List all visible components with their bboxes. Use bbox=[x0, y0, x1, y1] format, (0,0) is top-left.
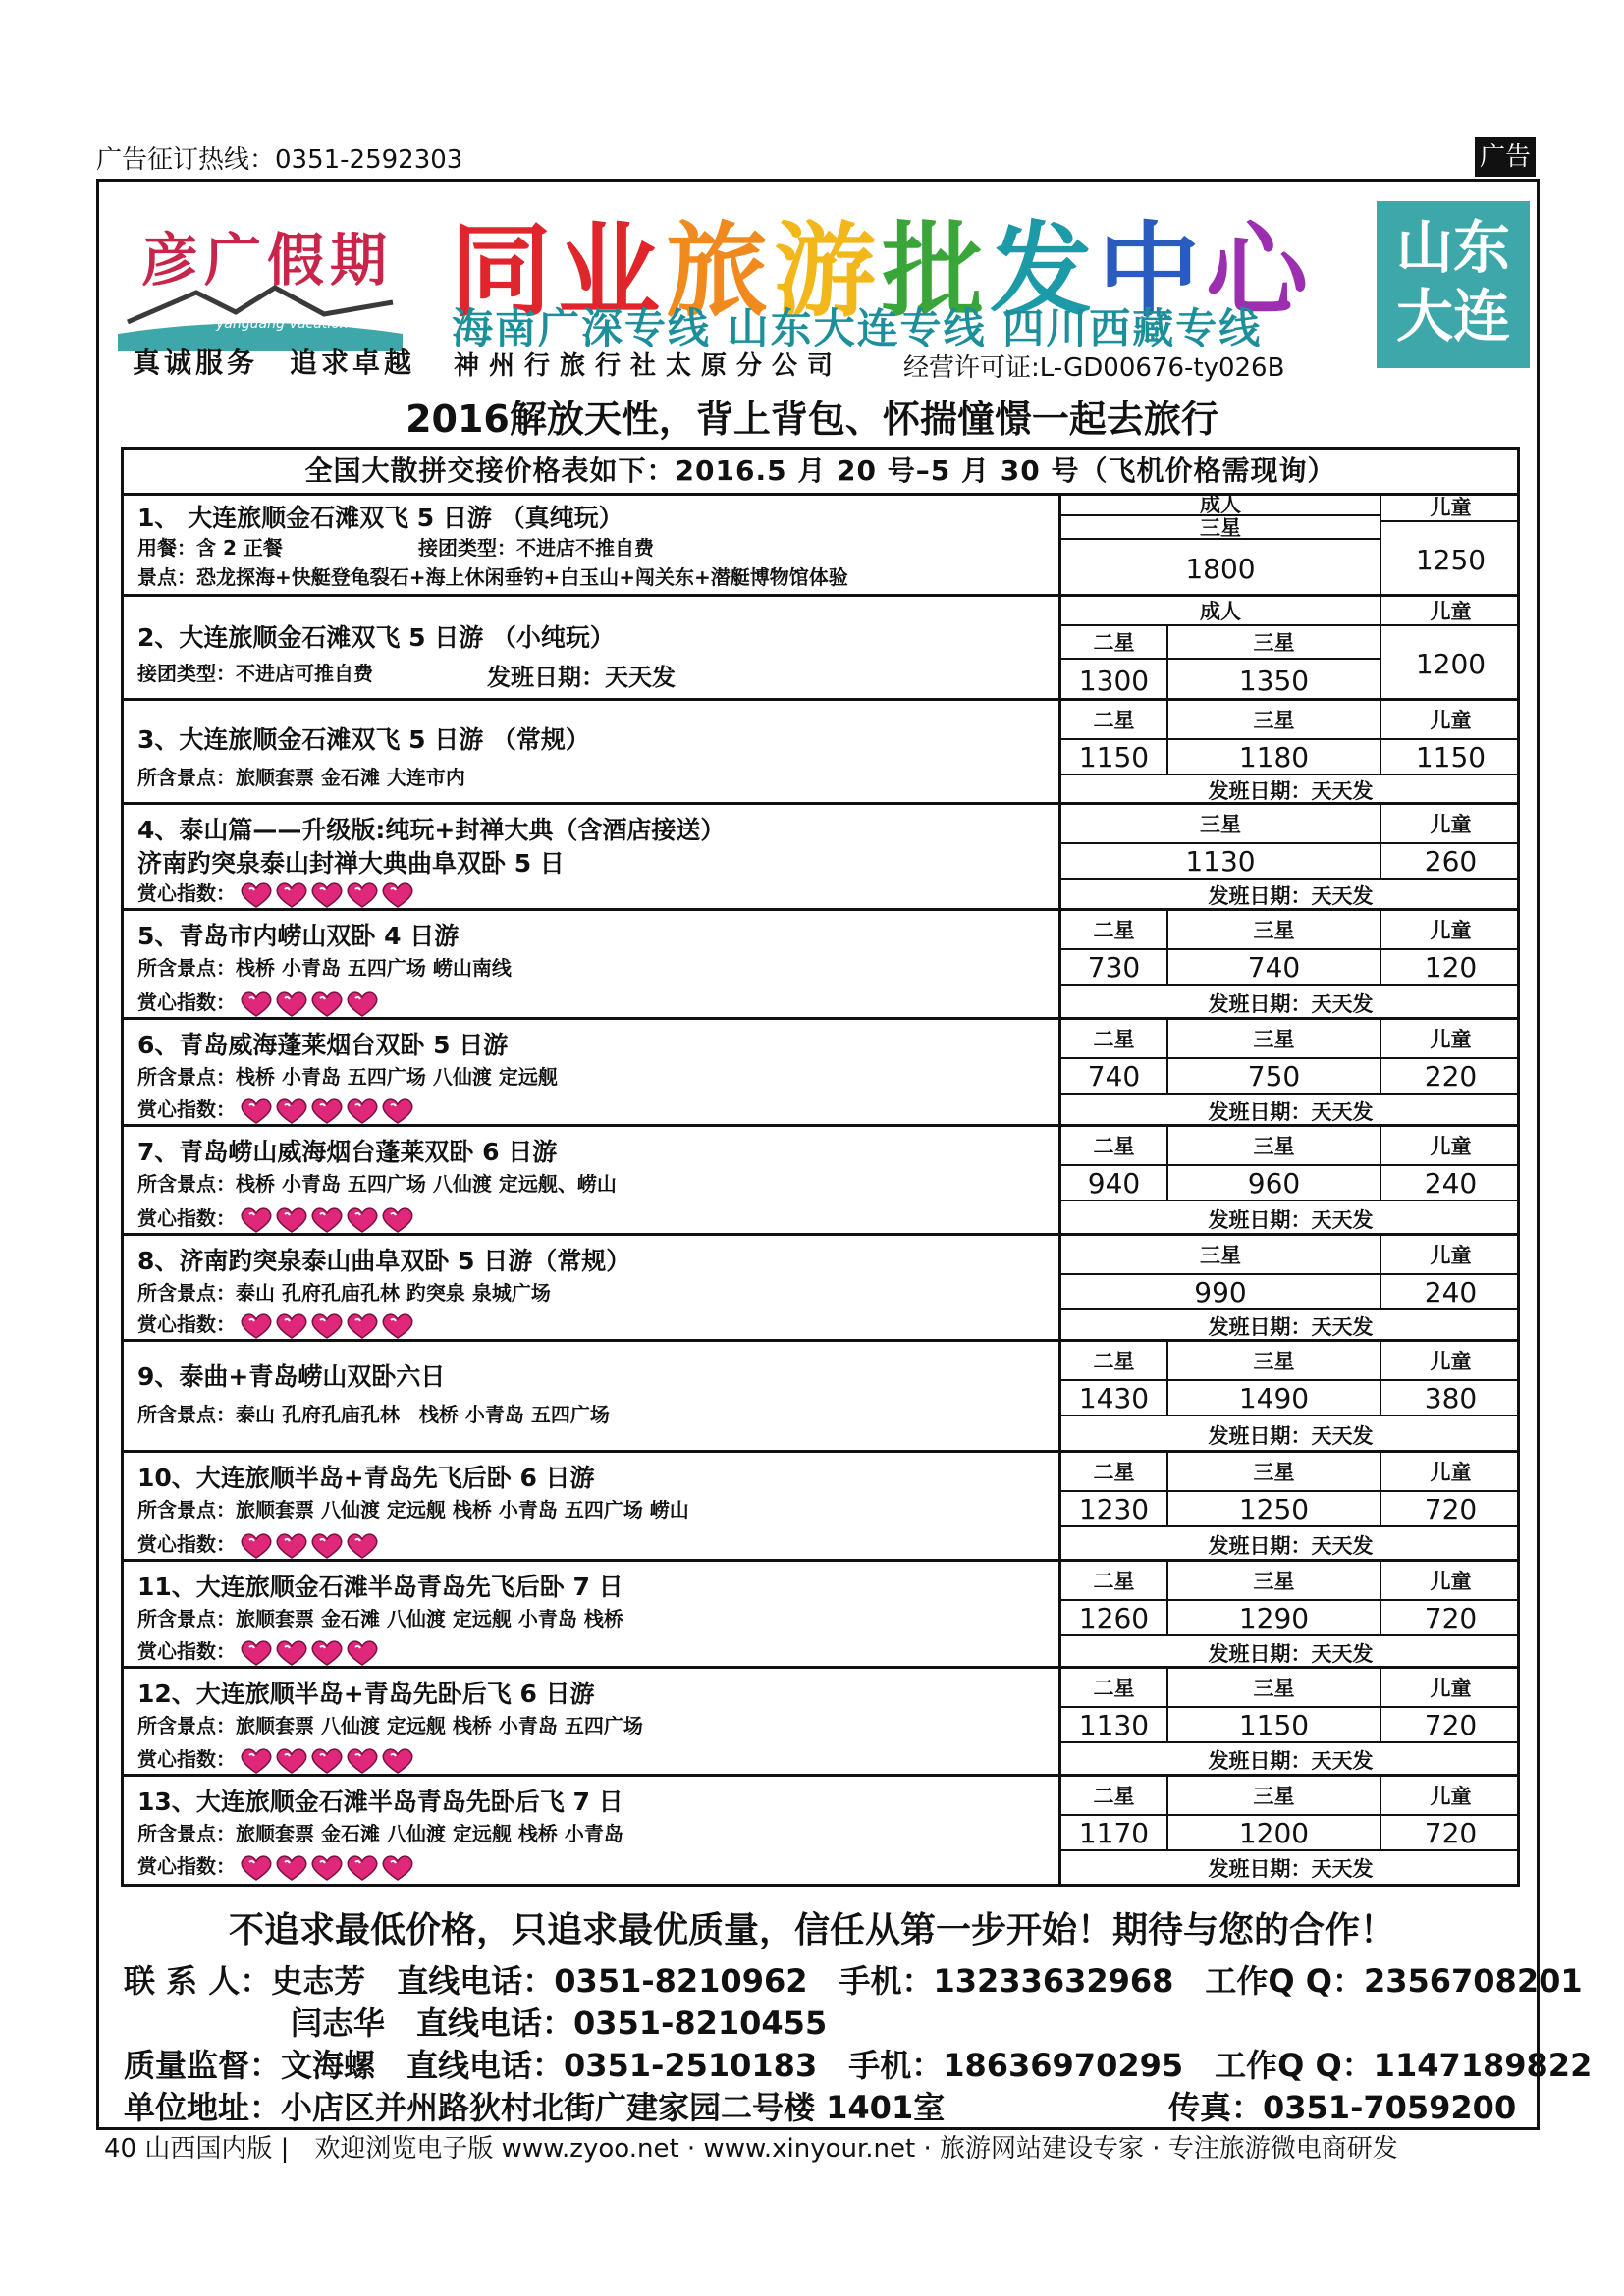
star3-label: 三星 bbox=[1168, 1020, 1381, 1059]
departure-date: 发班日期：天天发 bbox=[1208, 1099, 1374, 1124]
price-star3: 750 bbox=[1168, 1059, 1381, 1095]
heart-icon bbox=[381, 1097, 414, 1125]
star2-label: 二星 bbox=[1061, 1453, 1168, 1492]
star2-label: 二星 bbox=[1061, 626, 1168, 660]
tour-date: 发班日期：天天发 bbox=[487, 664, 676, 691]
address: 单位地址：小店区并州路狄村北街广建家园二号楼 1401室 bbox=[124, 2089, 946, 2126]
table-row bbox=[124, 805, 1517, 911]
heart-icon bbox=[275, 1097, 308, 1125]
tour-prices bbox=[1061, 1236, 1520, 1339]
star3-label: 三星 bbox=[1061, 1236, 1381, 1275]
heart-icon bbox=[240, 1312, 273, 1340]
heart-icon bbox=[240, 881, 273, 909]
price-star3: 1150 bbox=[1168, 1708, 1381, 1743]
main-title-char: 业 bbox=[558, 211, 667, 331]
adult-label: 成人 bbox=[1061, 597, 1381, 626]
tour-prices bbox=[1061, 701, 1520, 802]
region-top: 山东 bbox=[1395, 214, 1510, 281]
main-title-char: 游 bbox=[774, 211, 883, 331]
heart-icon bbox=[381, 1206, 414, 1234]
tour-title: 2、大连旅顺金石滩双飞 5 日游 （小纯玩） bbox=[137, 623, 615, 652]
star3-label: 三星 bbox=[1168, 911, 1381, 950]
star3-label: 三星 bbox=[1168, 1562, 1381, 1601]
tour-prices bbox=[1061, 493, 1520, 594]
tour-rating bbox=[137, 1308, 414, 1340]
departure-date: 发班日期：天天发 bbox=[1208, 1207, 1374, 1232]
contact-line-2: 闫志华 直线电话：0351-8210455 bbox=[291, 2004, 828, 2042]
tour-title: 6、青岛威海蓬莱烟台双卧 5 日游 bbox=[137, 1031, 509, 1059]
star3-label: 三星 bbox=[1168, 1342, 1381, 1381]
logo-name: 彦广假期 bbox=[141, 227, 394, 294]
price-star2: 1230 bbox=[1061, 1492, 1168, 1527]
price-child: 1250 bbox=[1415, 543, 1487, 576]
price-star2: 1430 bbox=[1061, 1381, 1168, 1416]
region-badge bbox=[1377, 201, 1530, 368]
heart-icon bbox=[346, 1747, 379, 1775]
rating-hearts bbox=[240, 1854, 414, 1882]
adult-label: 成人 bbox=[1061, 493, 1381, 516]
tour-spots: 所含景点：旅顺套票 八仙渡 定远舰 栈桥 小青岛 五四广场 bbox=[137, 1714, 643, 1737]
tour-rating bbox=[137, 1850, 414, 1882]
heart-icon bbox=[381, 881, 414, 909]
tour-spots: 景点：恐龙探海+快艇登龟裂石+海上休闲垂钓+白玉山+闯关东+潜艇博物馆体验 bbox=[137, 565, 848, 589]
heart-icon bbox=[275, 881, 308, 909]
price-star3: 1350 bbox=[1168, 660, 1381, 701]
price-child: 720 bbox=[1381, 1816, 1520, 1851]
tour-spots: 所含景点：栈桥 小青岛 五四广场 八仙渡 定远舰、崂山 bbox=[137, 1172, 617, 1196]
heart-icon bbox=[240, 990, 273, 1018]
star2-label: 二星 bbox=[1061, 701, 1168, 740]
departure-date: 发班日期：天天发 bbox=[1208, 779, 1374, 803]
child-label: 儿童 bbox=[1381, 1562, 1520, 1601]
child-label: 儿童 bbox=[1381, 1342, 1520, 1381]
rating-label: 赏心指数： bbox=[137, 1312, 236, 1336]
tour-title: 13、大连旅顺金石滩半岛青岛先卧后飞 7 日 bbox=[137, 1788, 623, 1816]
heart-icon bbox=[240, 1747, 273, 1775]
star3-label: 三星 bbox=[1168, 626, 1381, 660]
table-row bbox=[124, 911, 1517, 1020]
child-label: 儿童 bbox=[1381, 597, 1520, 626]
star3-label: 三星 bbox=[1168, 1127, 1381, 1166]
table-row bbox=[124, 1127, 1517, 1236]
table-row bbox=[124, 1669, 1517, 1777]
tour-info bbox=[124, 1020, 1061, 1124]
tour-route: 济南趵突泉泰山封禅大典曲阜双卧 5 日 bbox=[137, 849, 565, 878]
departure-date: 发班日期：天天发 bbox=[1208, 1749, 1374, 1773]
tour-title: 11、大连旅顺金石滩半岛青岛先飞后卧 7 日 bbox=[137, 1573, 623, 1601]
price-star3: 1200 bbox=[1168, 1816, 1381, 1851]
tour-info bbox=[124, 1669, 1061, 1774]
price-child: 240 bbox=[1381, 1166, 1520, 1201]
departure-date: 发班日期：天天发 bbox=[1208, 991, 1374, 1016]
contact-line-3: 质量监督：文海螺 直线电话：0351-2510183 手机：18636970295 工作Q Q：1147189822 bbox=[124, 2047, 1593, 2084]
child-label: 儿童 bbox=[1381, 493, 1520, 522]
heart-icon bbox=[381, 1747, 414, 1775]
heart-icon bbox=[310, 1532, 344, 1560]
rating-label: 赏心指数： bbox=[137, 1854, 236, 1878]
star3-label: 三星 bbox=[1061, 516, 1381, 540]
heart-icon bbox=[346, 1639, 379, 1667]
price-child: 1150 bbox=[1381, 740, 1520, 775]
main-title-char: 中 bbox=[1098, 211, 1207, 331]
table-row bbox=[124, 1453, 1517, 1562]
rating-hearts bbox=[240, 1097, 414, 1125]
tour-rating bbox=[137, 1743, 414, 1775]
child-label: 儿童 bbox=[1381, 1453, 1520, 1492]
tour-meals: 用餐：含 2 正餐 bbox=[137, 536, 283, 560]
price-star3: 990 bbox=[1061, 1275, 1381, 1310]
heart-icon bbox=[346, 881, 379, 909]
heart-icon bbox=[346, 1097, 379, 1125]
heart-icon bbox=[346, 990, 379, 1018]
tour-spots: 所含景点：旅顺套票 八仙渡 定远舰 栈桥 小青岛 五四广场 崂山 bbox=[137, 1498, 689, 1522]
tour-rating bbox=[137, 1635, 379, 1667]
child-label: 儿童 bbox=[1381, 1236, 1520, 1275]
tour-spots: 所含景点：泰山 孔府孔庙孔林 趵突泉 泉城广场 bbox=[137, 1281, 551, 1305]
price-star2: 1170 bbox=[1061, 1816, 1168, 1851]
heart-icon bbox=[310, 881, 344, 909]
tour-prices bbox=[1061, 805, 1520, 908]
table-row bbox=[124, 1020, 1517, 1127]
heart-icon bbox=[275, 1639, 308, 1667]
price-child: 380 bbox=[1381, 1381, 1520, 1416]
rating-label: 赏心指数： bbox=[137, 1206, 236, 1230]
price-child: 240 bbox=[1381, 1275, 1520, 1310]
child-label: 儿童 bbox=[1381, 1777, 1520, 1816]
footer: 40 山西国内版 | 欢迎浏览电子版 www.zyoo.net · www.xinyour.net · 旅游网站建设专家 · 专注旅游微电商研发 bbox=[104, 2134, 1398, 2163]
heart-icon bbox=[346, 1312, 379, 1340]
table-header: 全国大散拼交接价格表如下：2016.5 月 20 号–5 月 30 号（飞机价格需现询） bbox=[124, 450, 1517, 496]
tour-spots: 所含景点：旅顺套票 金石滩 大连市内 bbox=[137, 766, 465, 789]
departure-date: 发班日期：天天发 bbox=[1208, 884, 1374, 908]
tour-prices bbox=[1061, 1669, 1520, 1774]
star2-label: 二星 bbox=[1061, 1020, 1168, 1059]
heart-icon bbox=[275, 1206, 308, 1234]
tour-info bbox=[124, 1453, 1061, 1559]
price-child: 720 bbox=[1381, 1492, 1520, 1527]
ad-tag: 广告 bbox=[1475, 137, 1536, 177]
price-star3: 960 bbox=[1168, 1166, 1381, 1201]
main-title-char: 心 bbox=[1206, 211, 1315, 331]
tour-prices bbox=[1061, 1342, 1520, 1450]
tour-prices bbox=[1061, 597, 1520, 698]
price-star3: 1290 bbox=[1168, 1601, 1381, 1636]
heart-icon bbox=[310, 1639, 344, 1667]
tour-spots: 所含景点：泰山 孔府孔庙孔林 栈桥 小青岛 五四广场 bbox=[137, 1403, 610, 1426]
departure-date: 发班日期：天天发 bbox=[1208, 1533, 1374, 1558]
tour-type: 接团类型：不进店不推自费 bbox=[418, 536, 654, 560]
rating-label: 赏心指数： bbox=[137, 1532, 236, 1556]
child-label: 儿童 bbox=[1381, 1020, 1520, 1059]
main-title-char: 批 bbox=[882, 211, 991, 331]
heart-icon bbox=[275, 1854, 308, 1882]
tour-info bbox=[124, 1236, 1061, 1339]
star2-label: 二星 bbox=[1061, 1127, 1168, 1166]
price-star3: 740 bbox=[1168, 950, 1381, 986]
child-label: 儿童 bbox=[1381, 701, 1520, 740]
rating-label: 赏心指数： bbox=[137, 1747, 236, 1771]
license-number: 经营许可证:L-GD00676-ty026B bbox=[903, 353, 1285, 383]
tour-rating bbox=[137, 878, 414, 909]
tour-spots: 所含景点：栈桥 小青岛 五四广场 崂山南线 bbox=[137, 956, 512, 980]
table-row bbox=[124, 1236, 1517, 1342]
tour-title: 10、大连旅顺半岛+青岛先飞后卧 6 日游 bbox=[137, 1464, 595, 1492]
tour-spots: 所含景点：旅顺套票 金石滩 八仙渡 定远舰 栈桥 小青岛 bbox=[137, 1822, 623, 1845]
tour-rating bbox=[137, 1094, 414, 1125]
tour-prices bbox=[1061, 1127, 1520, 1233]
heart-icon bbox=[275, 990, 308, 1018]
heart-icon bbox=[240, 1854, 273, 1882]
region-bottom: 大连 bbox=[1395, 283, 1510, 349]
main-title-char: 同 bbox=[450, 211, 559, 331]
departure-date: 发班日期：天天发 bbox=[1208, 1315, 1374, 1339]
departure-date: 发班日期：天天发 bbox=[1208, 1856, 1374, 1881]
rating-hearts bbox=[240, 1747, 414, 1775]
table-row bbox=[124, 701, 1517, 805]
child-label: 儿童 bbox=[1381, 1669, 1520, 1708]
price-star2: 1300 bbox=[1061, 660, 1168, 701]
heart-icon bbox=[310, 1747, 344, 1775]
rating-hearts bbox=[240, 1206, 414, 1234]
price-star2: 1130 bbox=[1061, 1708, 1168, 1743]
star2-label: 二星 bbox=[1061, 911, 1168, 950]
tour-title: 3、大连旅顺金石滩双飞 5 日游 （常规） bbox=[137, 725, 590, 754]
tour-title: 12、大连旅顺半岛+青岛先卧后飞 6 日游 bbox=[137, 1680, 595, 1708]
tour-info bbox=[124, 701, 1061, 802]
routes-title: 海南广深专线 山东大连专线 四川西藏专线 bbox=[452, 304, 1263, 352]
tour-title: 1、 大连旅顺金石滩双飞 5 日游 （真纯玩） bbox=[137, 504, 623, 532]
price-star2: 740 bbox=[1061, 1059, 1168, 1095]
heart-icon bbox=[346, 1206, 379, 1234]
price-child: 1200 bbox=[1415, 647, 1487, 680]
heart-icon bbox=[310, 1206, 344, 1234]
tour-title: 7、青岛崂山威海烟台蓬莱双卧 6 日游 bbox=[137, 1138, 558, 1166]
tour-title: 5、青岛市内崂山双卧 4 日游 bbox=[137, 922, 460, 950]
rating-hearts bbox=[240, 1312, 414, 1340]
tour-info bbox=[124, 911, 1061, 1017]
star2-label: 二星 bbox=[1061, 1342, 1168, 1381]
child-label: 儿童 bbox=[1381, 911, 1520, 950]
star2-label: 二星 bbox=[1061, 1562, 1168, 1601]
tour-spots: 所含景点：栈桥 小青岛 五四广场 八仙渡 定远舰 bbox=[137, 1065, 558, 1089]
price-star2: 730 bbox=[1061, 950, 1168, 986]
heart-icon bbox=[381, 1854, 414, 1882]
heart-icon bbox=[240, 1532, 273, 1560]
heart-icon bbox=[240, 1097, 273, 1125]
tour-rating bbox=[137, 1528, 379, 1560]
departure-date: 发班日期：天天发 bbox=[1208, 1423, 1374, 1448]
motto: 不追求最低价格，只追求最优质量，信任从第一步开始！期待与您的合作！ bbox=[228, 1910, 1395, 1950]
tour-info bbox=[124, 1127, 1061, 1233]
tour-type: 接团类型：不进店可推自费 bbox=[137, 662, 373, 685]
price-star3: 1130 bbox=[1061, 844, 1381, 880]
rating-hearts bbox=[240, 1639, 379, 1667]
tour-prices bbox=[1061, 1562, 1520, 1666]
star3-label: 三星 bbox=[1061, 805, 1381, 844]
tour-title: 4、泰山篇——升级版:纯玩+封禅大典（含酒店接送） bbox=[137, 816, 726, 844]
tour-title: 9、泰曲+青岛崂山双卧六日 bbox=[137, 1362, 446, 1391]
child-label: 儿童 bbox=[1381, 1127, 1520, 1166]
tour-spots: 所含景点：旅顺套票 金石滩 八仙渡 定远舰 小青岛 栈桥 bbox=[137, 1607, 623, 1630]
price-child: 260 bbox=[1381, 844, 1520, 880]
tagline: 2016解放天性，背上背包、怀揣憧憬一起去旅行 bbox=[406, 398, 1218, 441]
rating-label: 赏心指数： bbox=[137, 990, 236, 1014]
price-child: 720 bbox=[1381, 1601, 1520, 1636]
tour-info bbox=[124, 1562, 1061, 1666]
heart-icon bbox=[275, 1532, 308, 1560]
tour-info bbox=[124, 597, 1061, 698]
heart-icon bbox=[275, 1747, 308, 1775]
table-row bbox=[124, 493, 1517, 597]
tour-prices bbox=[1061, 1777, 1520, 1884]
rating-hearts bbox=[240, 1532, 379, 1560]
price-child: 220 bbox=[1381, 1059, 1520, 1095]
rating-label: 赏心指数： bbox=[137, 1097, 236, 1121]
tour-prices bbox=[1061, 1020, 1520, 1124]
table-row bbox=[124, 1562, 1517, 1669]
price-child: 720 bbox=[1381, 1708, 1520, 1743]
tour-rating bbox=[137, 987, 379, 1018]
heart-icon bbox=[310, 1312, 344, 1340]
heart-icon bbox=[310, 1097, 344, 1125]
main-title-char: 发 bbox=[990, 211, 1099, 331]
fax: 传真：0351-7059200 bbox=[1168, 2089, 1517, 2126]
price-table bbox=[121, 447, 1520, 1887]
heart-icon bbox=[310, 990, 344, 1018]
rating-hearts bbox=[240, 881, 414, 909]
star3-label: 三星 bbox=[1168, 701, 1381, 740]
departure-date: 发班日期：天天发 bbox=[1208, 1641, 1374, 1666]
star3-label: 三星 bbox=[1168, 1669, 1381, 1708]
main-title-char: 旅 bbox=[666, 211, 775, 331]
star3-label: 三星 bbox=[1168, 1777, 1381, 1816]
star2-label: 二星 bbox=[1061, 1777, 1168, 1816]
heart-icon bbox=[346, 1854, 379, 1882]
heart-icon bbox=[310, 1854, 344, 1882]
price-star3: 1800 bbox=[1061, 540, 1381, 597]
price-child: 120 bbox=[1381, 950, 1520, 986]
tour-rating bbox=[137, 1202, 414, 1234]
table-row bbox=[124, 1777, 1517, 1884]
price-star2: 1260 bbox=[1061, 1601, 1168, 1636]
ad-hotline: 广告征订热线：0351-2592303 bbox=[96, 145, 463, 175]
heart-icon bbox=[240, 1206, 273, 1234]
price-star3: 1490 bbox=[1168, 1381, 1381, 1416]
heart-icon bbox=[381, 1312, 414, 1340]
star3-label: 三星 bbox=[1168, 1453, 1381, 1492]
heart-icon bbox=[275, 1312, 308, 1340]
logo-sub: yanguang Vacation bbox=[216, 316, 349, 332]
tour-info bbox=[124, 493, 1061, 594]
price-star3: 1250 bbox=[1168, 1492, 1381, 1527]
tour-prices bbox=[1061, 1453, 1520, 1559]
child-label: 儿童 bbox=[1381, 805, 1520, 844]
price-star2: 1150 bbox=[1061, 740, 1168, 775]
price-star3: 1180 bbox=[1168, 740, 1381, 775]
table-row bbox=[124, 597, 1517, 701]
tour-prices bbox=[1061, 911, 1520, 1017]
tour-title: 8、济南趵突泉泰山曲阜双卧 5 日游（常规） bbox=[137, 1247, 631, 1275]
heart-icon bbox=[346, 1532, 379, 1560]
company-name: 神州行旅行社太原分公司 bbox=[454, 351, 843, 381]
tour-info bbox=[124, 1342, 1061, 1450]
slogan: 真诚服务 追求卓越 bbox=[133, 347, 416, 379]
table-row bbox=[124, 1342, 1517, 1453]
rating-hearts bbox=[240, 990, 379, 1018]
tour-info bbox=[124, 805, 1061, 908]
rating-label: 赏心指数： bbox=[137, 1639, 236, 1663]
star2-label: 二星 bbox=[1061, 1669, 1168, 1708]
rating-label: 赏心指数： bbox=[137, 881, 236, 905]
contact-line-1: 联 系 人：史志芳 直线电话：0351-8210962 手机：13233632968 工作Q Q：2356708201 bbox=[124, 1962, 1583, 2000]
price-star2: 940 bbox=[1061, 1166, 1168, 1201]
tour-info bbox=[124, 1777, 1061, 1884]
heart-icon bbox=[240, 1639, 273, 1667]
